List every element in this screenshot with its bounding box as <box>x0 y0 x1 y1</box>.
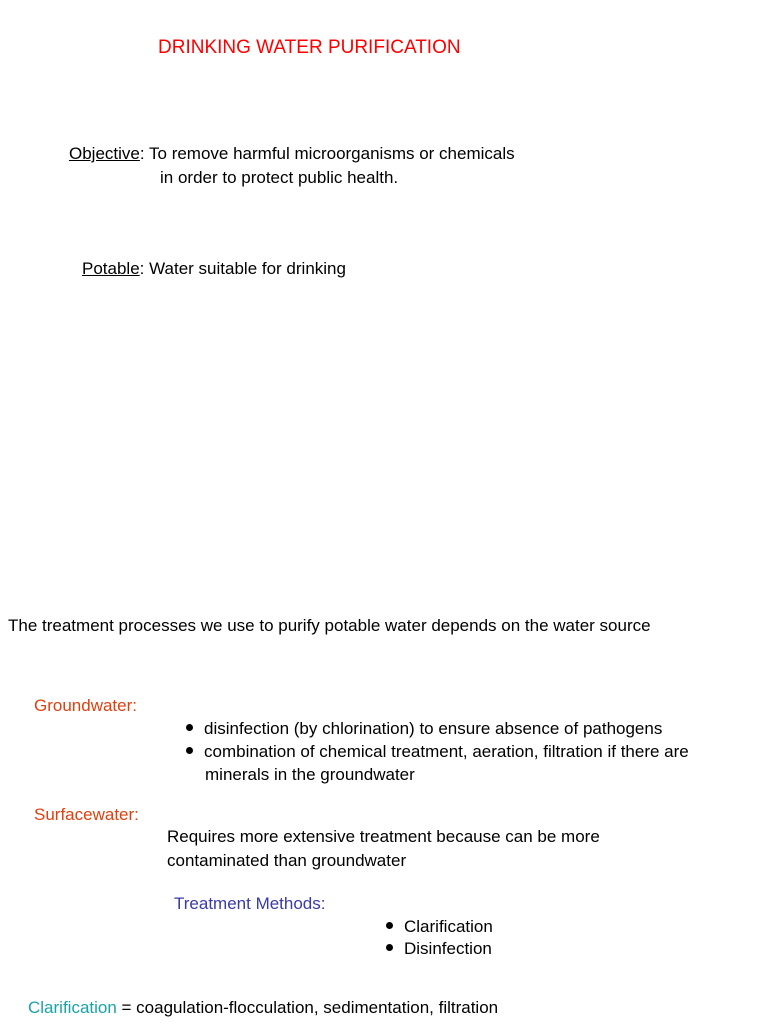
potable-label: Potable <box>82 259 140 278</box>
objective-line-2: in order to protect public health. <box>160 168 399 187</box>
page-title: DRINKING WATER PURIFICATION <box>158 37 461 58</box>
groundwater-bullet-1-text: disinfection (by chlorination) to ensure absence of pathogens <box>204 719 663 738</box>
groundwater-bullet-2 <box>186 741 689 763</box>
groundwater-bullet-2-text: combination of chemical treatment, aeration, filtration if there are <box>204 742 689 761</box>
intro-text: The treatment processes we use to purify potable water depends on the water source <box>8 616 651 635</box>
treatment-method-clarification: Clarification <box>404 917 493 936</box>
objective-label: Objective <box>69 144 140 163</box>
objective-line-1 <box>69 143 515 165</box>
bullet-icon <box>386 922 393 929</box>
bullet-icon <box>186 747 193 754</box>
bullet-icon <box>386 944 393 951</box>
treatment-method-disinfection: Disinfection <box>404 939 492 958</box>
potable-text: : Water suitable for drinking <box>139 259 346 278</box>
surfacewater-text-line-2: contaminated than groundwater <box>167 851 407 870</box>
clarification-definition <box>28 997 498 1019</box>
surfacewater-text-line-1: Requires more extensive treatment because can be more <box>167 827 600 846</box>
surfacewater-heading: Surfacewater: <box>34 805 139 824</box>
clarification-term: Clarification <box>28 998 117 1017</box>
potable-definition <box>82 258 346 280</box>
treatment-methods-heading: Treatment Methods: <box>174 894 326 913</box>
groundwater-bullet-2-continuation: minerals in the groundwater <box>205 765 415 784</box>
treatment-method-item <box>386 916 493 938</box>
groundwater-bullet-1 <box>186 718 662 740</box>
bullet-icon <box>186 724 193 731</box>
treatment-method-item <box>386 938 492 960</box>
groundwater-heading: Groundwater: <box>34 696 137 715</box>
clarification-definition-text: = coagulation-flocculation, sedimentation, filtration <box>116 998 499 1017</box>
objective-text: : To remove harmful microorganisms or chemicals <box>139 144 515 163</box>
